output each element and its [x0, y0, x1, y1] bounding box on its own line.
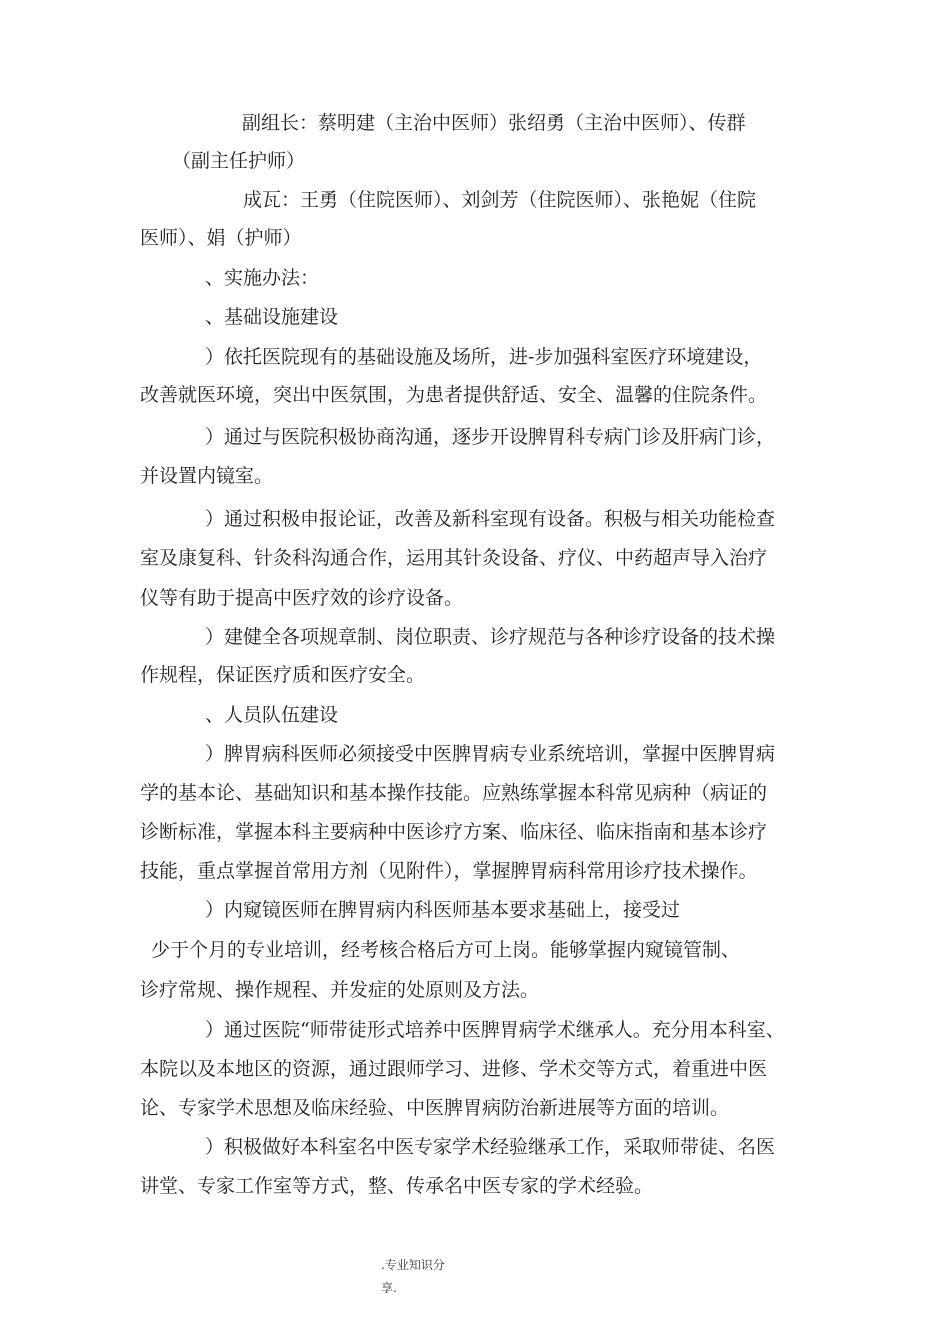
text-line: ）通过积极申报论证，改善及新科室现有设备。积极与相关功能检查	[205, 508, 776, 530]
text-line: 并设置内镜室。	[140, 465, 274, 487]
text-line: 改善就医环境，突出中医氛围，为患者提供舒适、安全、温馨的住院条件。	[140, 384, 768, 406]
text-line: 诊疗常规、操作规程、并发症的处原则及方法。	[140, 979, 540, 1001]
text-line: （副主任护师）	[172, 150, 306, 172]
section-heading: 、基础设施建设	[205, 306, 339, 328]
text-line: 诊断标准，掌握本科主要病种中医诊疗方案、临床径、临床指南和基本诊疗	[140, 821, 768, 843]
text-line: 学的基本论、基础知识和基本操作技能。应熟练掌握本科常见病种（病证的	[140, 782, 768, 804]
text-line: 论、专家学术思想及临床经验、中医脾胃病防治新进展等方面的培训。	[140, 1097, 730, 1119]
page-footer-line-2: 享.	[381, 1281, 397, 1295]
text-line: 技能，重点掌握首常用方剂（见附件），掌握脾胃病科常用诊疗技术操作。	[140, 860, 758, 882]
text-line: ）通过与医院积极协商沟通，逐步开设脾胃科专病门诊及肝病门诊，	[205, 426, 776, 448]
text-line: 成瓦：王勇（住院医师）、刘剑芳（住院医师）、张艳妮（住院	[243, 189, 757, 211]
text-line: 少于个月的专业培训，经考核合格后方可上岗。能够掌握内窥镜管制、	[151, 939, 741, 961]
text-line: 医师）、娟（护师）	[140, 227, 302, 249]
text-line: 副组长：蔡明建（主治中医师）张绍勇（主治中医师）、传群	[242, 112, 746, 134]
text-line: 讲堂、专家工作室等方式，整、传承名中医专家的学术经验。	[140, 1175, 654, 1197]
text-line: ）脾胃病科医师必须接受中医脾胃病专业系统培训，掌握中医脾胃病	[205, 743, 776, 765]
text-line: 本院以及本地区的资源，通过跟师学习、进修、学术交等方式，着重进中医	[140, 1058, 768, 1080]
text-line: ）建健全各项规章制、岗位职责、诊疗规范与各种诊疗设备的技术操	[205, 626, 776, 648]
page-footer-line-1: .专业知识分	[381, 1258, 445, 1272]
section-heading: 、人员队伍建设	[205, 704, 339, 726]
section-heading: 、实施办法：	[205, 267, 320, 289]
text-line: ）通过医院“师带徒形式培养中医脾胃病学术继承人。充分用本科室、	[205, 1019, 785, 1041]
text-line: 作规程，保证医疗质和医疗安全。	[140, 664, 426, 686]
text-line: ）依托医院现有的基础设施及场所，进-步加强科室医疗环境建设，	[205, 346, 763, 368]
text-line: 室及康复科、针灸科沟通合作，运用其针灸设备、疗仪、中药超声导入治疗	[140, 547, 768, 569]
text-line: 仪等有助于提高中医疗效的诊疗设备。	[140, 587, 464, 609]
text-line: ）内窥镜医师在脾胃病内科医师基本要求基础上，接受过	[205, 899, 681, 921]
text-line: ）积极做好本科室名中医专家学术经验继承工作，采取师带徒、名医	[205, 1136, 776, 1158]
